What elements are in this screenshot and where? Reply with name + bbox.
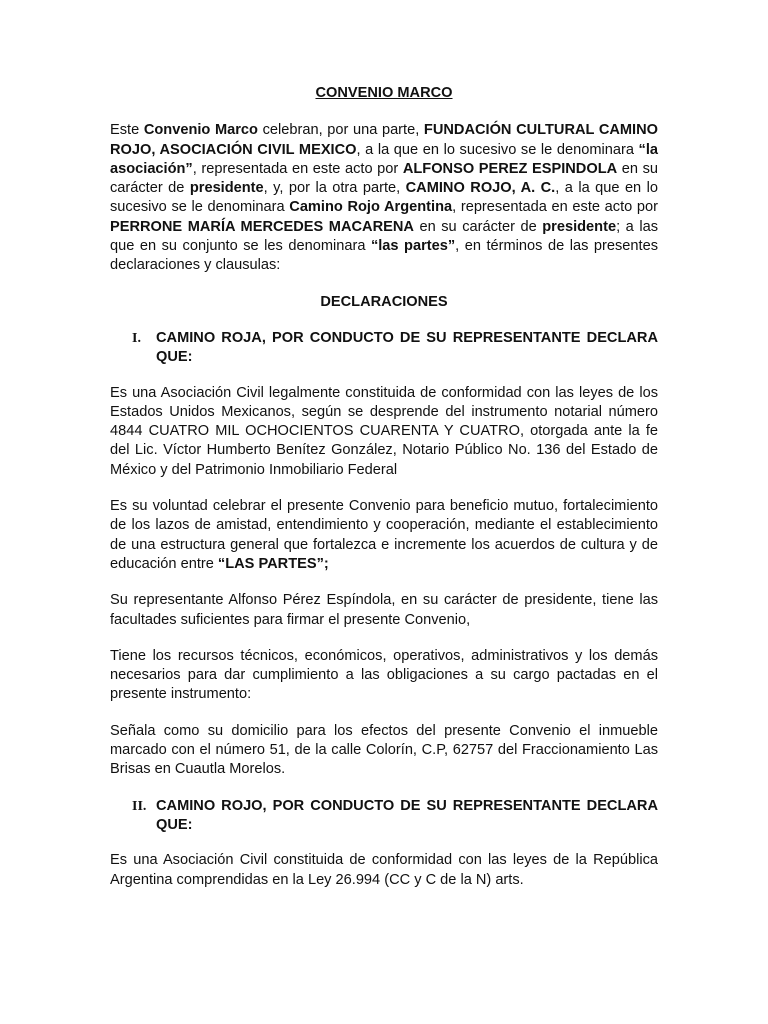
intro-bold-run: CAMINO ROJO, A. C.: [405, 180, 556, 197]
intro-bold-run: ALFONSO PEREZ ESPINDOLA: [402, 160, 618, 177]
section-2-heading: [110, 797, 658, 836]
intro-bold-run: PERRONE MARÍA MERCEDES MACARENA: [110, 218, 414, 235]
intro-bold-run: Camino Rojo Argentina: [289, 199, 453, 216]
intro-bold-run: presidente: [189, 180, 264, 197]
section-1-paragraph-1: Es una Asociación Civil legalmente constituida de conformidad con las leyes de los Estados Unidos Mexicanos, según se desprende del instrumento notarial número 4844 CUATRO MIL OCHOCIENTOS CUARENTA Y CUATRO, otorgada ante la fe del Lic. Víctor Humberto Benítez González, Notario Público No. 136 del Estado de México y del Patrimonio Inmobiliario Federal: [110, 384, 658, 478]
intro-bold-run: FUNDACIÓN CULTURAL CAMINO ROJO, ASOCIACIÓN CIVIL MEXICO: [110, 122, 658, 158]
intro-text-run: en su carácter de: [110, 160, 658, 197]
section-2-paragraph-1: Es una Asociación Civil constituida de conformidad con las leyes de la República Argentina comprendidas en la Ley 26.994 (CC y C de la N) arts.: [110, 852, 658, 888]
section-1-number: I.: [132, 330, 141, 346]
intro-text-run: celebran, por una parte,: [257, 122, 424, 139]
intro-text-run: , a la que en lo sucesivo se le denominara: [356, 141, 639, 158]
section-1-heading-text: CAMINO ROJA, POR CONDUCTO DE SU REPRESENTANTE DECLARA QUE:: [156, 329, 658, 366]
section-2-heading-text: CAMINO ROJO, POR CONDUCTO DE SU REPRESENTANTE DECLARA QUE:: [156, 797, 658, 833]
section-1-paragraph-2: [110, 497, 658, 574]
intro-bold-run: “la asociación”: [110, 141, 658, 177]
intro-text-run: ; a las que en su conjunto se les denominara: [110, 218, 658, 255]
declaraciones-heading: DECLARACIONES: [320, 293, 448, 310]
intro-text-run: Este: [110, 122, 144, 139]
intro-bold-run: Convenio Marco: [143, 122, 258, 139]
las-partes-emphasis: “LAS PARTES”;: [217, 555, 329, 572]
intro-paragraph: [110, 121, 658, 275]
section-2-number: II.: [132, 798, 147, 814]
intro-bold-run: “las partes”: [370, 238, 456, 255]
section-1-paragraph-3: Su representante Alfonso Pérez Espíndola, en su carácter de presidente, tiene las facultades suficientes para firmar el presente Convenio,: [110, 592, 658, 628]
intro-text-run: , en términos de las presentes declaraciones y clausulas:: [110, 238, 658, 274]
intro-text-run: , representada en este acto por: [192, 160, 403, 177]
section-1-paragraph-5: Señala como su domicilio para los efectos del presente Convenio el inmueble marcado con el número 51, de la calle Colorín, C.P, 62757 del Fraccionamiento Las Brisas en Cuautla Morelos.: [110, 722, 658, 778]
section-1-paragraph-2-text: Es su voluntad celebrar el presente Convenio para beneficio mutuo, fortalecimiento de los lazos de amistad, entendimiento y cooperación, mediante el establecimiento de una estructura general que fortalezca e incremente los acuerdos de cultura y de educación entre: [110, 498, 658, 572]
section-1-paragraph-4: Tiene los recursos técnicos, económicos, operativos, administrativos y los demás necesarios para dar cumplimiento a las obligaciones a su cargo pactadas en el presente instrumento:: [110, 647, 658, 703]
intro-text-run: en su carácter de: [413, 218, 543, 235]
intro-text-run: , y, por la otra parte,: [263, 180, 406, 197]
section-1-heading: [110, 329, 658, 368]
document-title: CONVENIO MARCO: [315, 85, 453, 101]
intro-text-run: , a la que en lo sucesivo se le denominara: [110, 180, 658, 216]
intro-bold-run: presidente: [542, 218, 617, 235]
document-body: [110, 84, 658, 907]
intro-text-run: , representada en este acto por: [452, 199, 658, 216]
